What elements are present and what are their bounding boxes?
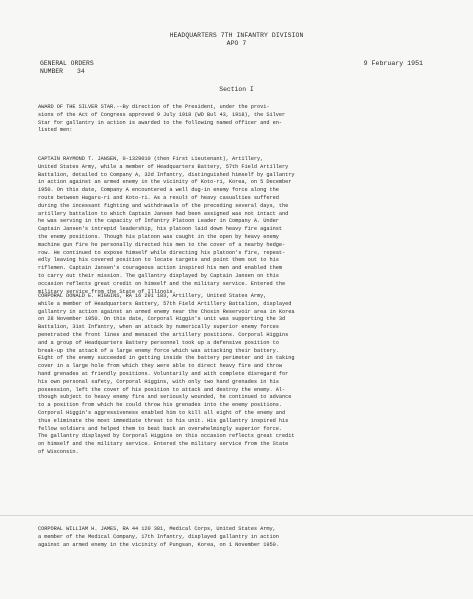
section-title: Section I	[219, 86, 254, 93]
page-fold-line	[0, 515, 473, 516]
award-intro-paragraph: AWARD OF THE SILVER STAR.--By direction of the President, under the provi- sions of the Act of Congress approved 9 July 1918 (WD Bul 43, 1918), the Silver Star for gallantry in action is awarded to the following named officer and en- listed men:	[38, 104, 286, 134]
citation-james: CORPORAL WILLIAM H. JAMES, RA 44 120 381, Medical Corps, United States Army, a member of the Medical Company, 17th Infantry, displayed gallantry in action against an armed enemy in the vicinity of Pungsan, Korea, on 1 November 1950.	[38, 526, 279, 548]
general-orders-label: GENERAL ORDERS	[40, 60, 94, 67]
order-number-line	[40, 68, 85, 76]
order-number: 34	[77, 68, 85, 75]
division-header: HEADQUARTERS 7TH INFANTRY DIVISION	[169, 32, 304, 39]
number-label: NUMBER	[40, 68, 64, 75]
citation-higgins: CORPORAL DONALD E. HIGGINS, RA 16 291 183, Artillery, United States Army, while a member of Headquarters Battery, 57th Field Artillery Battalion, displayed gallantry in action against an armed enemy near the Chosin Reservoir area in Korea on 28 November 1950. On this date, Corporal Higgin's unit was supporting the 3d Battalion, 31st Infantry, when an attack by numerically superior enemy forces penetrated the front lines and menaced the artillery positions. Corporal Higgins and a group of Headquarters Battery personnel took up a defensive position to break-up the attack of a large enemy force which was attacking their battery. Eight of the enemy succeeded in getting inside the battery perimeter and in taking cover in a large hole from which they were able to direct heavy fire and throw hand grenades at friendly positions. Voluntarily and with complete disregard for his own personal safety, Corporal Higgins, with only two hand grenades in his possession, left the cover of his position to attack and destroy the enemy. Al- though subject to heavy enemy fire and seriously wounded, he continued to advance to a position from which he could throw his grenades into the enemy positions. Corporal Higgin's aggressiveness enabled him to kill all eight of the enemy and thus eliminate the most immediate threat to his unit. His gallantry inspired his fellow soldiers and helped them to beat back an overwhelmingly superior force. The gallantry displayed by Corporal Higgins on this occasion reflects great credit on himself and the military service. Entered the military service from the State of Wisconsin.	[38, 293, 295, 455]
apo-line: APO 7	[226, 40, 247, 47]
citation-jansen: CAPTAIN RAYMOND T. JANSEN, 0-1329010 (then First Lieutenant), Artillery, United States Army, while a member of Headquarters Battery, 57th Field Artillery Battalion, detailed to Company A, 32d Infantry, distinguished himself by gallantry in action against an armed enemy in the vicinity of Koto-ri, Korea, on 5 December 1950. On this date, Company A encountered a well dug-in enemy force along the route between Hagaru-ri and Koto-ri. As a result of heavy casualties suffered during the incessant fighting and withdrawals of the preceding several days, the artillery battalion to which Captain Jansen had been assigned was not intact and he was serving in the capacity of Infantry Platoon Leader in Company A. Under Captain Jansen's intrepid leadership, his platoon laid down heavy fire against the enemy positions. Though his platoon was caught in the open by heavy enemy machine gun fire he personally directed his men to the cover of a nearby hedge- row. He continued to expose himself while directing his platoon's fire, repeat- edly leaving his covered position to locate targets and point them out to his riflemen. Captain Jansen's courageous action inspired his men and enabled them to carry out their mission. The gallantry displayed by Captain Jansen on this occasion reflects great credit on himself and the military service. Entered the military service from the State of Illinois.	[38, 156, 295, 295]
order-date: 9 February 1951	[363, 60, 423, 67]
